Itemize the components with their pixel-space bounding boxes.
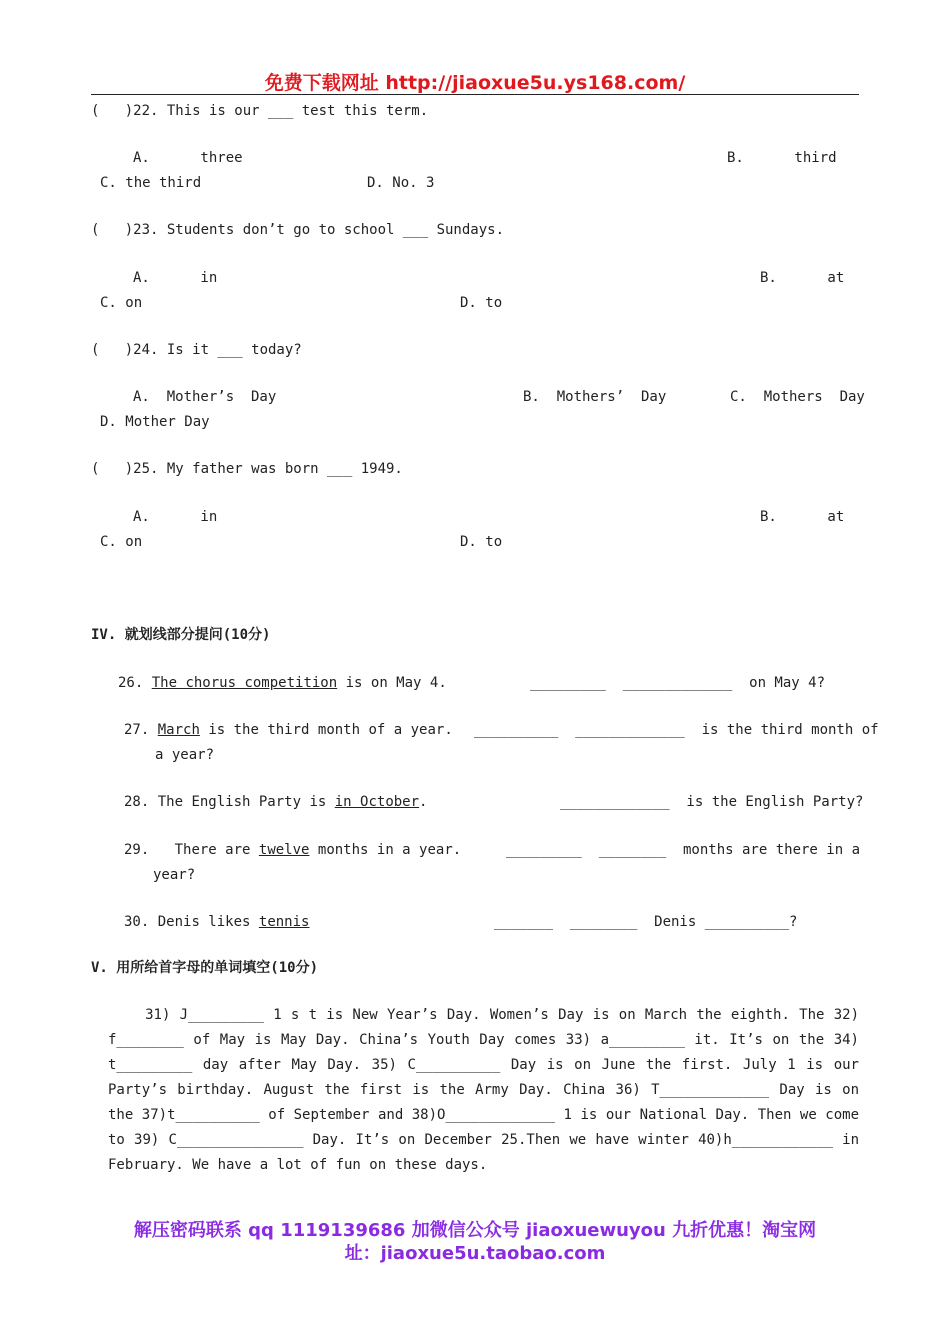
question-29 (124, 841, 461, 859)
q28-rest: . (419, 794, 428, 810)
question-23-stem: ( )23. Students don’t go to school ___ Sundays. (91, 222, 505, 238)
q28-underlined: in October (334, 794, 420, 810)
q27-num: 27. (124, 722, 150, 738)
question-22-option-d: D. No. 3 (367, 175, 435, 191)
question-30-answer: _______ ________ Denis __________? (494, 914, 798, 930)
question-25-option-d: D. to (460, 534, 503, 550)
question-23-option-a: A. in (133, 270, 218, 286)
question-22-option-a: A. three (133, 150, 243, 166)
download-header (0, 68, 950, 95)
question-23-option-b: B. at (760, 270, 845, 286)
section-4-title: IV. 就划线部分提问(10分) (91, 627, 271, 643)
question-26 (118, 674, 447, 692)
header-url-link[interactable]: http://jiaoxue5u.ys168.com/ (385, 72, 686, 94)
question-25-option-b: B. at (760, 509, 845, 525)
q26-num: 26. (118, 675, 144, 691)
footer-line-2[interactable]: 址：jiaoxue5u.taobao.com (344, 1243, 606, 1264)
question-24-option-b: B. Mothers’ Day (523, 389, 667, 405)
question-27-continuation: a year? (155, 747, 215, 763)
q30-pre: Denis likes (157, 914, 259, 930)
question-28 (124, 793, 427, 811)
q29-pre: There are (174, 842, 259, 858)
question-28-answer: _____________ is the English Party? (560, 794, 864, 810)
question-30 (124, 913, 309, 931)
q29-num: 29. (124, 842, 150, 858)
question-26-answer: _________ _____________ on May 4? (530, 675, 826, 691)
question-29-continuation: year? (153, 867, 196, 883)
question-25-stem: ( )25. My father was born ___ 1949. (91, 461, 403, 477)
question-22-option-b: B. third (727, 150, 837, 166)
q27-underlined: March (157, 722, 200, 738)
question-29-answer: _________ ________ months are there in a (506, 842, 861, 858)
question-27 (124, 721, 453, 739)
q26-underlined: The chorus competition (151, 675, 338, 691)
header-rule (91, 94, 859, 95)
question-24-option-a: A. Mother’s Day (133, 389, 277, 405)
q28-num: 28. (124, 794, 150, 810)
question-24-option-c: C. Mothers Day (730, 389, 865, 405)
question-24-stem: ( )24. Is it ___ today? (91, 342, 302, 358)
question-25-option-a: A. in (133, 509, 218, 525)
header-label: 免费下载网址 (264, 72, 379, 94)
q27-rest: is the third month of a year. (199, 722, 453, 738)
question-23-option-d: D. to (460, 295, 503, 311)
q30-underlined: tennis (258, 914, 310, 930)
question-27-answer: __________ _____________ is the third month of (474, 722, 879, 738)
question-22-stem: ( )22. This is our ___ test this term. (91, 103, 429, 119)
question-24-option-d: D. Mother Day (100, 414, 210, 430)
q30-num: 30. (124, 914, 150, 930)
section-5-title: V. 用所给首字母的单词填空(10分) (91, 960, 319, 976)
footer-line-1: 解压密码联系 qq 1119139686 加微信公众号 jiaoxuewuyou 九折优惠！淘宝网 (133, 1220, 817, 1241)
q28-pre: The English Party is (157, 794, 335, 810)
q26-rest: is on May 4. (337, 675, 447, 691)
q29-rest: months in a year. (309, 842, 462, 858)
question-23-option-c: C. on (100, 295, 143, 311)
fill-in-passage: 31) J_________ 1 s t is New Year’s Day. Women’s Day is on March the eighth. The 32) f________ of May is May Day. China’s Youth Day comes 33) a_________ it. It’s on the 34) t_________ day after May Day. 35) C__________ Day is on June the first. July 1 is our Party’s birthday. August the first is the Army Day. China 36) T_____________ Day is on the 37)t__________ of September and 38)O_____________ 1 is our National Day. Then we come to 39) C_______________ Day. It’s on December 25.Then we have winter 40)h____________ in February. We have a lot of fun on these days. (108, 1007, 868, 1173)
question-25-option-c: C. on (100, 534, 143, 550)
q29-underlined: twelve (258, 842, 310, 858)
question-22-option-c: C. the third (100, 175, 202, 191)
